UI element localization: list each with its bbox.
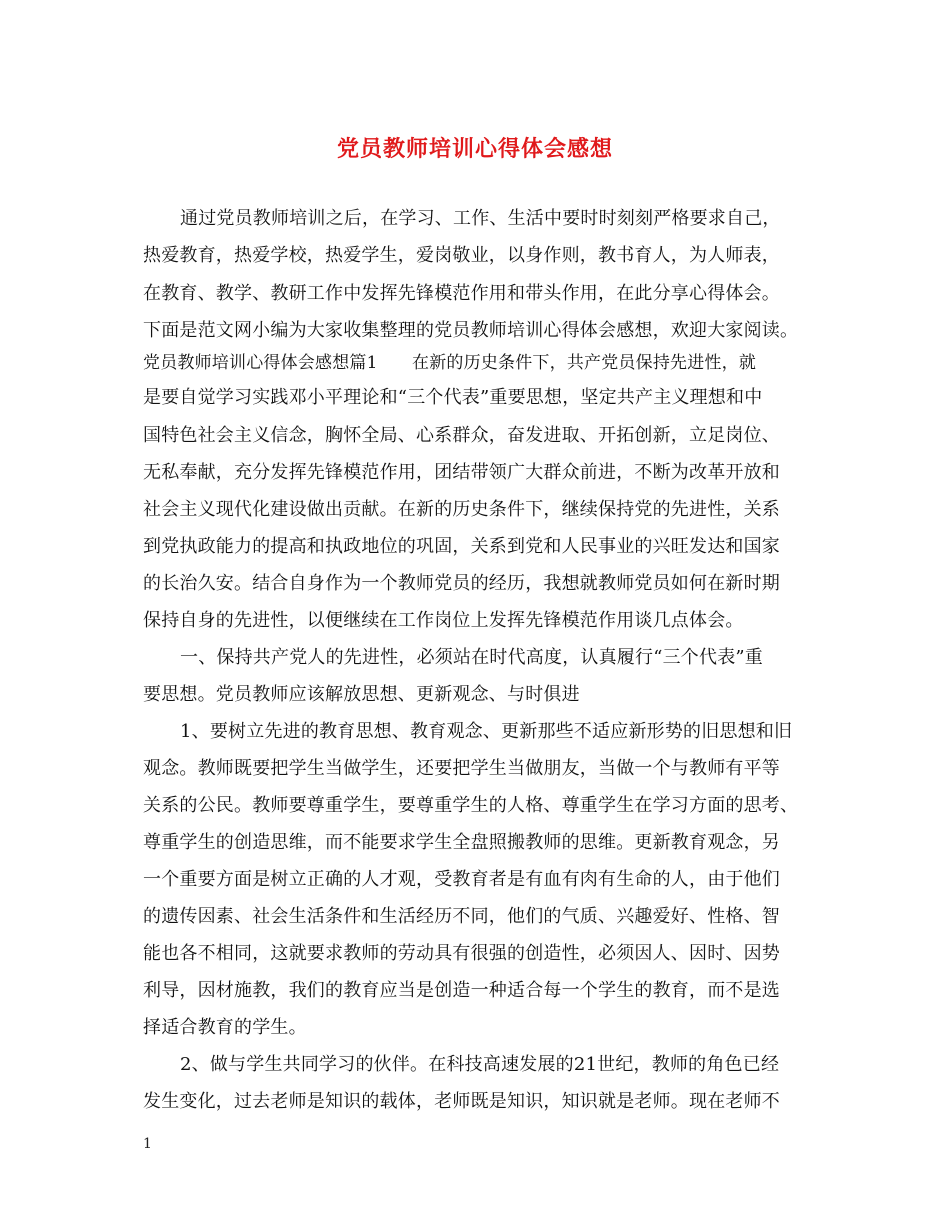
- text-line: 到党执政能力的提高和执政地位的巩固，关系到党和人民事业的兴旺发达和国家: [143, 536, 780, 557]
- text-line: 是要自觉学习实践邓小平理论和“三个代表”重要思想，坚定共产主义理想和中: [143, 387, 763, 408]
- text-line: 要思想。党员教师应该解放思想、更新观念、与时俱进: [143, 684, 580, 705]
- text-line: 社会主义现代化建设做出贡献。在新的历史条件下，继续保持党的先进性，关系: [143, 499, 780, 520]
- text-line: 无私奉献，充分发挥先锋模范作用，团结带领广大群众前进，不断为改革开放和: [143, 462, 780, 483]
- text-line: 关系的公民。教师要尊重学生，要尊重学生的人格、尊重学生在学习方面的思考、: [143, 795, 799, 816]
- text-line: 党员教师培训心得体会感想篇1 在新的历史条件下，共产党员保持先进性，就: [143, 353, 757, 373]
- text-line: 通过党员教师培训之后，在学习、工作、生活中要时时刻刻严格要求自己，: [180, 208, 781, 229]
- text-line: 2、做与学生共同学习的伙伴。在科技高速发展的21世纪，教师的角色已经: [180, 1054, 780, 1075]
- page-number: 1: [143, 1136, 152, 1152]
- text-line: 尊重学生的创造思维，而不能要求学生全盘照搬教师的思维。更新教育观念，另: [143, 832, 780, 853]
- text-line: 的遗传因素、社会生活条件和生活经历不同，他们的气质、兴趣爱好、性格、智: [143, 906, 780, 927]
- text-line: 1、要树立先进的教育思想、教育观念、更新那些不适应新形势的旧思想和旧: [180, 721, 793, 742]
- text-line: 一、保持共产党人的先进性，必须站在时代高度，认真履行“三个代表”重: [180, 647, 764, 668]
- text-line: 择适合教育的学生。: [143, 1017, 307, 1038]
- text-line: 发生变化，过去老师是知识的载体，老师既是知识，知识就是老师。现在老师不: [143, 1091, 780, 1112]
- text-line: 国特色社会主义信念，胸怀全局、心系群众，奋发进取、开拓创新，立足岗位、: [143, 425, 780, 446]
- text-line: 利导，因材施教，我们的教育应当是创造一种适合每一个学生的教育，而不是选: [143, 980, 780, 1001]
- text-line: 热爱教育，热爱学校，热爱学生，爱岗敬业，以身作则，教书育人，为人师表，: [143, 245, 780, 266]
- text-line: 观念。教师既要把学生当做学生，还要把学生当做朋友，当做一个与教师有平等: [143, 758, 780, 779]
- document-title: 党员教师培训心得体会感想: [336, 136, 613, 162]
- text-line: 一个重要方面是树立正确的人才观，受教育者是有血有肉有生命的人，由于他们: [143, 869, 780, 890]
- text-line: 能也各不相同，这就要求教师的劳动具有很强的创造性，必须因人、因时、因势: [143, 943, 780, 964]
- text-line: 在教育、教学、教研工作中发挥先锋模范作用和带头作用，在此分享心得体会。: [143, 283, 780, 304]
- text-line: 的长治久安。结合自身作为一个教师党员的经历，我想就教师党员如何在新时期: [143, 573, 780, 594]
- text-line: 下面是范文网小编为大家收集整理的党员教师培训心得体会感想，欢迎大家阅读。: [143, 320, 799, 341]
- text-line: 保持自身的先进性，以便继续在工作岗位上发挥先锋模范作用谈几点体会。: [143, 610, 744, 631]
